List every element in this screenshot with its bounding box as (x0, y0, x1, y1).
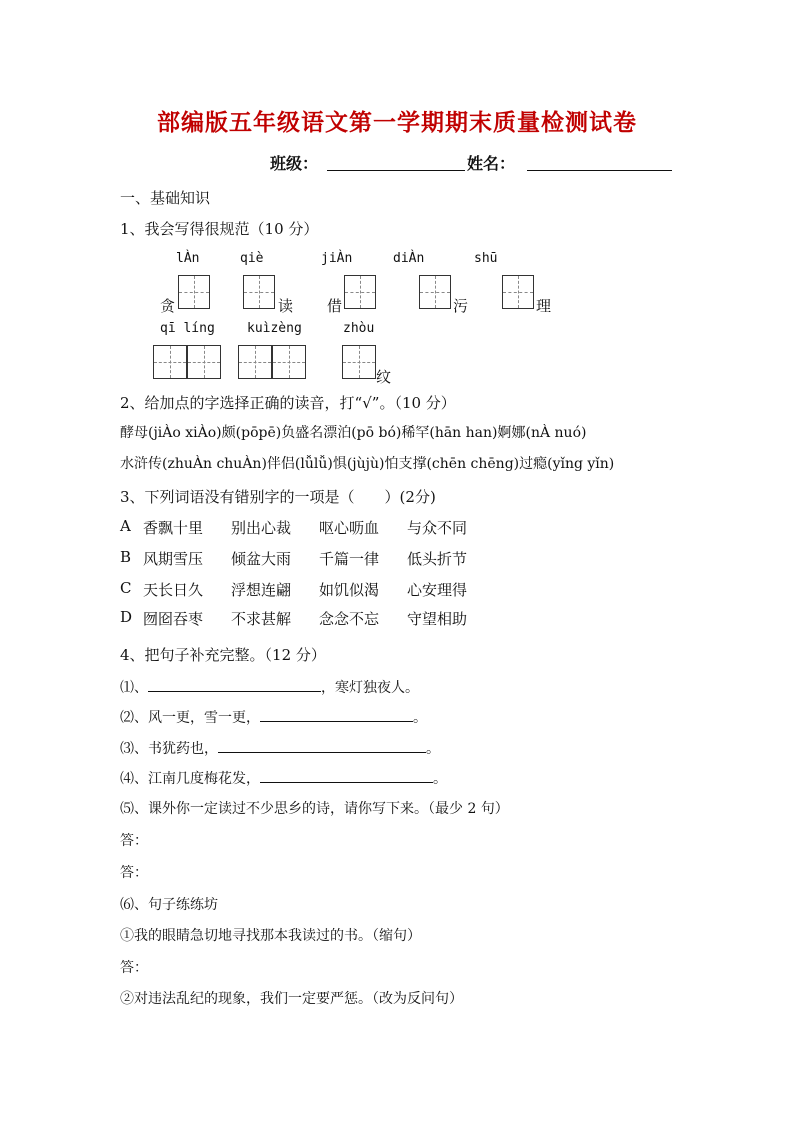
writing-grid-box[interactable] (243, 275, 275, 309)
pinyin: diÀn (393, 251, 425, 266)
given-char: 纹 (376, 368, 392, 386)
class-label: 班级： (270, 154, 319, 173)
option-word: 念念不忘 (319, 610, 380, 628)
pinyin: qī líng (160, 321, 215, 336)
sentence-tail: 。 (426, 741, 440, 757)
option-word: 千篇一律 (319, 550, 380, 568)
writing-grid-box[interactable] (187, 345, 221, 379)
option-letter: A (120, 517, 131, 535)
writing-grid-box[interactable] (238, 345, 272, 379)
given-char: 理 (536, 297, 552, 315)
writing-grid-box[interactable] (342, 345, 376, 379)
option-word: 与众不同 (407, 519, 468, 537)
given-char: 贪 (160, 297, 176, 315)
question-text: ⑹、句子练练坊 (120, 897, 218, 913)
class-field[interactable] (327, 152, 465, 171)
question-text: ⑸、课外你一定读过不少思乡的诗，请你写下来。（最少 2 句） (120, 801, 509, 817)
option-word: 浮想连翩 (231, 581, 292, 599)
pinyin: shū (474, 251, 498, 266)
fill-sentence (120, 706, 427, 727)
answer-blank[interactable] (260, 706, 413, 722)
option-word: 香飘十里 (143, 519, 204, 537)
pinyin: jiÀn (321, 251, 353, 266)
option-word: 低头折节 (407, 550, 468, 568)
q2-title: 2、给加点的字选择正确的读音，打“√”。（10 分） (120, 394, 456, 412)
option-word: 守望相助 (407, 610, 468, 628)
writing-grid-box[interactable] (272, 345, 306, 379)
sentence-head: ⑵、风一更，雪一更， (120, 710, 260, 726)
name-label: 姓名： (467, 154, 516, 173)
given-char: 借 (327, 297, 343, 315)
answer-label: 答： (120, 960, 148, 976)
option-word: 囫囵吞枣 (143, 610, 204, 628)
answer-blank[interactable] (148, 676, 321, 692)
section-heading: 一、基础知识 (120, 189, 211, 207)
answer-label: 答： (120, 865, 148, 881)
option-letter: D (120, 608, 133, 626)
q2-line: 水浒传(zhuÀn chuÀn)伴侣(lǚlǚ)惧(jùjù)怕支撑(chēn chēng)过瘾(yǐng yǐn) (120, 456, 615, 472)
writing-grid-box[interactable] (419, 275, 451, 309)
writing-grid-box[interactable] (178, 275, 210, 309)
answer-label: 答： (120, 833, 148, 849)
writing-grid-box[interactable] (344, 275, 376, 309)
option-word: 如饥似渴 (319, 581, 380, 599)
option-word: 呕心呖血 (319, 519, 380, 537)
fill-sentence (120, 767, 447, 788)
sentence-head: ⑶、书犹药也， (120, 741, 218, 757)
sentence-tail: 。 (413, 710, 427, 726)
pinyin: kuìzèng (247, 321, 302, 336)
writing-grid-box[interactable] (502, 275, 534, 309)
answer-blank[interactable] (260, 767, 433, 783)
sentence-number: ⑴、 (120, 680, 148, 696)
answer-blank[interactable] (218, 737, 426, 753)
writing-grid-box[interactable] (153, 345, 187, 379)
question-text: ②对违法乱纪的现象，我们一定要严惩。（改为反问句） (120, 991, 463, 1007)
option-letter: C (120, 579, 132, 597)
option-letter: B (120, 548, 132, 566)
page-title: 部编版五年级语文第一学期期末质量检测试卷 (157, 109, 637, 136)
pinyin: lÀn (176, 251, 200, 266)
option-word: 倾盆大雨 (231, 550, 292, 568)
q4-title: 4、把句子补充完整。（12 分） (120, 646, 326, 664)
sentence-tail: ，寒灯独夜人。 (321, 680, 419, 696)
pinyin: qiè (240, 251, 264, 266)
option-word: 不求甚解 (231, 610, 292, 628)
option-word: 心安理得 (407, 581, 468, 599)
option-word: 风期雪压 (143, 550, 204, 568)
fill-sentence (120, 737, 440, 758)
question-text: ①我的眼睛急切地寻找那本我读过的书。（缩句） (120, 928, 421, 944)
option-word: 别出心裁 (231, 519, 292, 537)
q3-title: 3、下列词语没有错别字的一项是（ ）(2分) (120, 488, 436, 506)
sentence-tail: 。 (433, 771, 447, 787)
given-char: 读 (278, 297, 294, 315)
name-field[interactable] (527, 152, 672, 171)
option-word: 天长日久 (143, 581, 204, 599)
sentence-head: ⑷、江南几度梅花发， (120, 771, 260, 787)
given-char: 污 (453, 297, 469, 315)
q1-title: 1、我会写得很规范（10 分） (120, 220, 319, 238)
pinyin: zhòu (343, 321, 375, 336)
fill-sentence (120, 676, 419, 697)
q2-line: 酵母(jiÀo xiÀo)颇(pōpē)负盛名漂泊(pō bó)稀罕(hān han)婀娜(nÀ nuó) (120, 425, 587, 441)
